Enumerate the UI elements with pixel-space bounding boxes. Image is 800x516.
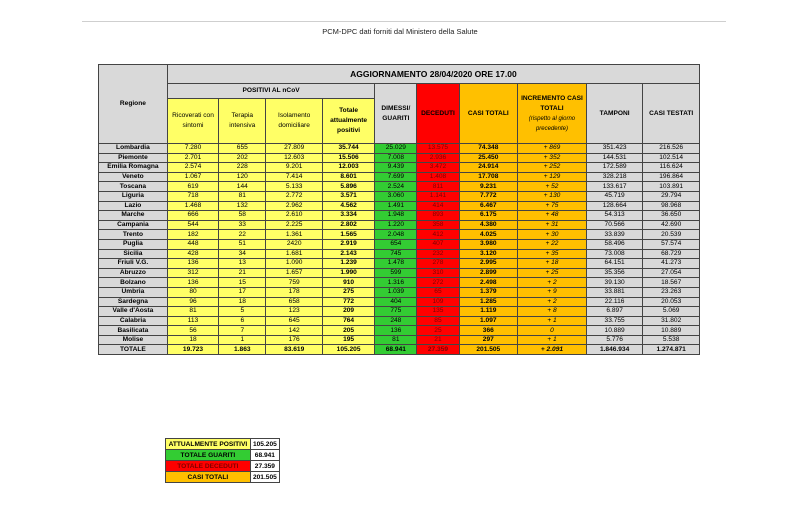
cell-totale-positivi: 1.990 xyxy=(322,268,374,278)
cell-incremento: + 869 xyxy=(518,144,587,154)
cell-terapia: 58 xyxy=(219,211,266,221)
header-regione: Regione xyxy=(99,65,168,144)
cell-dimessi: 2.524 xyxy=(375,182,417,192)
cell-dimessi: 248 xyxy=(375,316,417,326)
cell-isolamento: 1.681 xyxy=(266,249,322,259)
cell-incremento: 0 xyxy=(518,326,587,336)
cell-ricoverati: 113 xyxy=(167,316,218,326)
table-row xyxy=(99,278,700,288)
total-cell-tamponi: 1.846.934 xyxy=(586,345,642,355)
cell-dimessi: 136 xyxy=(375,326,417,336)
cell-casi-testati: 103.891 xyxy=(643,182,700,192)
cell-terapia: 655 xyxy=(219,144,266,154)
cell-isolamento: 658 xyxy=(266,297,322,307)
cell-regione: Bolzano xyxy=(99,278,168,288)
cell-isolamento: 142 xyxy=(266,326,322,336)
cell-terapia: 22 xyxy=(219,230,266,240)
cell-tamponi: 35.356 xyxy=(586,268,642,278)
cell-casi-totali: 2.498 xyxy=(459,278,518,288)
cell-isolamento: 2.225 xyxy=(266,220,322,230)
summary-guariti-value: 68.941 xyxy=(250,450,279,461)
total-cell-regione: TOTALE xyxy=(99,345,168,355)
cell-deceduti: 109 xyxy=(417,297,459,307)
cell-tamponi: 64.151 xyxy=(586,259,642,269)
cell-terapia: 144 xyxy=(219,182,266,192)
cell-totale-positivi: 15.506 xyxy=(322,153,374,163)
cell-terapia: 202 xyxy=(219,153,266,163)
cell-isolamento: 5.133 xyxy=(266,182,322,192)
cell-deceduti: 25 xyxy=(417,326,459,336)
cell-deceduti: 135 xyxy=(417,307,459,317)
cell-totale-positivi: 772 xyxy=(322,297,374,307)
cell-totale-positivi: 3.334 xyxy=(322,211,374,221)
cell-tamponi: 70.566 xyxy=(586,220,642,230)
table-row xyxy=(99,230,700,240)
cell-casi-testati: 41.273 xyxy=(643,259,700,269)
table-row xyxy=(99,307,700,317)
table-row xyxy=(99,287,700,297)
cell-totale-positivi: 195 xyxy=(322,335,374,345)
cell-isolamento: 645 xyxy=(266,316,322,326)
cell-casi-totali: 1.119 xyxy=(459,307,518,317)
total-cell-incremento: + 2.091 xyxy=(518,345,587,355)
cell-regione: Calabria xyxy=(99,316,168,326)
cell-regione: Umbria xyxy=(99,287,168,297)
update-title: AGGIORNAMENTO 28/04/2020 ORE 17.00 xyxy=(167,65,699,84)
cell-casi-testati: 116.624 xyxy=(643,163,700,173)
cell-casi-testati: 27.054 xyxy=(643,268,700,278)
cell-isolamento: 9.201 xyxy=(266,163,322,173)
cell-regione: Lombardia xyxy=(99,144,168,154)
table-row xyxy=(99,268,700,278)
cell-deceduti: 1.408 xyxy=(417,172,459,182)
cell-deceduti: 414 xyxy=(417,201,459,211)
cell-terapia: 1 xyxy=(219,335,266,345)
cell-dimessi: 2.048 xyxy=(375,230,417,240)
cell-deceduti: 272 xyxy=(417,278,459,288)
cell-isolamento: 2.610 xyxy=(266,211,322,221)
cell-terapia: 120 xyxy=(219,172,266,182)
cell-casi-totali: 6.467 xyxy=(459,201,518,211)
cell-terapia: 6 xyxy=(219,316,266,326)
total-cell-isolamento: 83.619 xyxy=(266,345,322,355)
cell-tamponi: 133.617 xyxy=(586,182,642,192)
cell-totale-positivi: 2.919 xyxy=(322,239,374,249)
cell-casi-testati: 36.650 xyxy=(643,211,700,221)
cell-dimessi: 1.039 xyxy=(375,287,417,297)
cell-tamponi: 128.664 xyxy=(586,201,642,211)
cell-deceduti: 21 xyxy=(417,335,459,345)
cell-casi-testati: 42.690 xyxy=(643,220,700,230)
cell-tamponi: 172.589 xyxy=(586,163,642,173)
header-isolamento: Isolamento domiciliare xyxy=(266,99,322,144)
cell-dimessi: 404 xyxy=(375,297,417,307)
cell-incremento: + 129 xyxy=(518,172,587,182)
header-incremento-label: INCREMENTO CASI TOTALI xyxy=(521,94,583,112)
cell-incremento: + 52 xyxy=(518,182,587,192)
cell-terapia: 34 xyxy=(219,249,266,259)
cell-totale-positivi: 35.744 xyxy=(322,144,374,154)
cell-totale-positivi: 2.802 xyxy=(322,220,374,230)
cell-isolamento: 1.361 xyxy=(266,230,322,240)
cell-regione: Molise xyxy=(99,335,168,345)
cell-tamponi: 328.218 xyxy=(586,172,642,182)
total-cell-dimessi: 68.941 xyxy=(375,345,417,355)
cell-ricoverati: 544 xyxy=(167,220,218,230)
table-row xyxy=(99,249,700,259)
cell-casi-totali: 2.995 xyxy=(459,259,518,269)
cell-totale-positivi: 12.003 xyxy=(322,163,374,173)
cell-deceduti: 811 xyxy=(417,182,459,192)
table-row xyxy=(99,201,700,211)
cell-regione: Trento xyxy=(99,230,168,240)
cell-totale-positivi: 275 xyxy=(322,287,374,297)
table-row xyxy=(99,220,700,230)
header-deceduti: DECEDUTI xyxy=(417,84,459,144)
header-casi-totali: CASI TOTALI xyxy=(459,84,518,144)
cell-tamponi: 10.889 xyxy=(586,326,642,336)
cell-tamponi: 33.839 xyxy=(586,230,642,240)
summary-deceduti-value: 27.359 xyxy=(250,461,279,472)
cell-dimessi: 775 xyxy=(375,307,417,317)
cell-terapia: 81 xyxy=(219,191,266,201)
table-row xyxy=(99,163,700,173)
cell-totale-positivi: 205 xyxy=(322,326,374,336)
cell-tamponi: 54.313 xyxy=(586,211,642,221)
table-row xyxy=(99,326,700,336)
cell-deceduti: 278 xyxy=(417,259,459,269)
summary-positivi-value: 105.205 xyxy=(250,439,279,450)
cell-incremento: + 75 xyxy=(518,201,587,211)
cell-deceduti: 65 xyxy=(417,287,459,297)
cell-tamponi: 39.130 xyxy=(586,278,642,288)
table-row xyxy=(99,239,700,249)
cell-casi-totali: 6.175 xyxy=(459,211,518,221)
cell-totale-positivi: 764 xyxy=(322,316,374,326)
cell-regione: Piemonte xyxy=(99,153,168,163)
summary-deceduti-label: TOTALE DECEDUTI xyxy=(166,461,251,472)
cell-ricoverati: 18 xyxy=(167,335,218,345)
cell-ricoverati: 80 xyxy=(167,287,218,297)
cell-casi-testati: 20.053 xyxy=(643,297,700,307)
cell-terapia: 51 xyxy=(219,239,266,249)
cell-ricoverati: 2.574 xyxy=(167,163,218,173)
summary-table xyxy=(165,438,280,483)
header-incremento-note: (rispetto al giorno precedente) xyxy=(528,115,576,132)
cell-deceduti: 407 xyxy=(417,239,459,249)
cell-terapia: 33 xyxy=(219,220,266,230)
cell-dimessi: 1.316 xyxy=(375,278,417,288)
cell-tamponi: 144.531 xyxy=(586,153,642,163)
cell-deceduti: 412 xyxy=(417,230,459,240)
top-rule xyxy=(82,21,726,22)
table-row xyxy=(99,153,700,163)
total-cell-casi-totali: 201.505 xyxy=(459,345,518,355)
cell-casi-testati: 5.538 xyxy=(643,335,700,345)
cell-casi-testati: 31.802 xyxy=(643,316,700,326)
table-row xyxy=(99,297,700,307)
cell-incremento: + 35 xyxy=(518,249,587,259)
cell-casi-totali: 1.097 xyxy=(459,316,518,326)
cell-ricoverati: 1.067 xyxy=(167,172,218,182)
cell-ricoverati: 312 xyxy=(167,268,218,278)
cell-casi-testati: 216.526 xyxy=(643,144,700,154)
cell-incremento: + 9 xyxy=(518,287,587,297)
cell-casi-testati: 57.574 xyxy=(643,239,700,249)
cell-casi-testati: 10.889 xyxy=(643,326,700,336)
cell-isolamento: 759 xyxy=(266,278,322,288)
cell-ricoverati: 96 xyxy=(167,297,218,307)
cell-deceduti: 85 xyxy=(417,316,459,326)
cell-dimessi: 3.060 xyxy=(375,191,417,201)
cell-ricoverati: 428 xyxy=(167,249,218,259)
cell-terapia: 15 xyxy=(219,278,266,288)
header-totale-positivi: Totale attualmente positivi xyxy=(322,99,374,144)
table-row xyxy=(99,335,700,345)
cell-incremento: + 252 xyxy=(518,163,587,173)
cell-casi-totali: 4.380 xyxy=(459,220,518,230)
cell-ricoverati: 1.468 xyxy=(167,201,218,211)
cell-deceduti: 358 xyxy=(417,220,459,230)
cell-isolamento: 12.603 xyxy=(266,153,322,163)
header-casi-testati: CASI TESTATI xyxy=(643,84,700,144)
cell-regione: Emilia Romagna xyxy=(99,163,168,173)
cell-regione: Abruzzo xyxy=(99,268,168,278)
header-dimessi: DIMESSI/ GUARITI xyxy=(375,84,417,144)
cell-totale-positivi: 4.562 xyxy=(322,201,374,211)
cell-casi-totali: 7.772 xyxy=(459,191,518,201)
total-cell-totale-positivi: 105.205 xyxy=(322,345,374,355)
summary-casi-label: CASI TOTALI xyxy=(166,472,251,483)
cell-incremento: + 31 xyxy=(518,220,587,230)
cell-incremento: + 22 xyxy=(518,239,587,249)
cell-isolamento: 2.962 xyxy=(266,201,322,211)
cell-deceduti: 3.472 xyxy=(417,163,459,173)
cell-terapia: 132 xyxy=(219,201,266,211)
cell-regione: Marche xyxy=(99,211,168,221)
cell-casi-totali: 24.914 xyxy=(459,163,518,173)
cell-tamponi: 45.719 xyxy=(586,191,642,201)
cell-ricoverati: 619 xyxy=(167,182,218,192)
cell-tamponi: 33.755 xyxy=(586,316,642,326)
cell-dimessi: 7.008 xyxy=(375,153,417,163)
cell-ricoverati: 666 xyxy=(167,211,218,221)
cell-casi-totali: 17.708 xyxy=(459,172,518,182)
cell-terapia: 13 xyxy=(219,259,266,269)
cell-totale-positivi: 1.565 xyxy=(322,230,374,240)
cell-ricoverati: 182 xyxy=(167,230,218,240)
table-row xyxy=(99,144,700,154)
table-row xyxy=(99,182,700,192)
cell-casi-totali: 1.379 xyxy=(459,287,518,297)
cell-totale-positivi: 209 xyxy=(322,307,374,317)
cell-isolamento: 2.772 xyxy=(266,191,322,201)
cell-casi-testati: 196.864 xyxy=(643,172,700,182)
cell-regione: Sardegna xyxy=(99,297,168,307)
header-positivi-group: POSITIVI AL nCoV xyxy=(167,84,374,99)
cell-casi-testati: 23.263 xyxy=(643,287,700,297)
cell-ricoverati: 718 xyxy=(167,191,218,201)
cell-casi-testati: 98.968 xyxy=(643,201,700,211)
cell-ricoverati: 7.280 xyxy=(167,144,218,154)
cell-casi-testati: 20.539 xyxy=(643,230,700,240)
summary-guariti-label: TOTALE GUARITI xyxy=(166,450,251,461)
header-incremento xyxy=(518,84,587,144)
table-row xyxy=(99,211,700,221)
covid-data-table xyxy=(98,64,700,355)
cell-terapia: 5 xyxy=(219,307,266,317)
cell-deceduti: 893 xyxy=(417,211,459,221)
cell-isolamento: 178 xyxy=(266,287,322,297)
cell-casi-testati: 29.794 xyxy=(643,191,700,201)
cell-regione: Valle d'Aosta xyxy=(99,307,168,317)
cell-incremento: + 25 xyxy=(518,268,587,278)
cell-dimessi: 1.478 xyxy=(375,259,417,269)
cell-casi-testati: 102.514 xyxy=(643,153,700,163)
cell-casi-totali: 3.980 xyxy=(459,239,518,249)
cell-tamponi: 5.776 xyxy=(586,335,642,345)
cell-tamponi: 22.116 xyxy=(586,297,642,307)
summary-casi-value: 201.505 xyxy=(250,472,279,483)
cell-tamponi: 73.008 xyxy=(586,249,642,259)
cell-regione: Puglia xyxy=(99,239,168,249)
cell-casi-totali: 1.285 xyxy=(459,297,518,307)
cell-casi-testati: 68.729 xyxy=(643,249,700,259)
cell-totale-positivi: 1.239 xyxy=(322,259,374,269)
cell-tamponi: 58.496 xyxy=(586,239,642,249)
cell-regione: Sicilia xyxy=(99,249,168,259)
total-cell-terapia: 1.863 xyxy=(219,345,266,355)
table-row xyxy=(99,191,700,201)
cell-terapia: 18 xyxy=(219,297,266,307)
cell-ricoverati: 448 xyxy=(167,239,218,249)
cell-incremento: + 8 xyxy=(518,307,587,317)
cell-ricoverati: 81 xyxy=(167,307,218,317)
cell-incremento: + 30 xyxy=(518,230,587,240)
cell-casi-testati: 18.567 xyxy=(643,278,700,288)
header-tamponi: TAMPONI xyxy=(586,84,642,144)
cell-dimessi: 1.948 xyxy=(375,211,417,221)
cell-incremento: + 18 xyxy=(518,259,587,269)
cell-ricoverati: 136 xyxy=(167,259,218,269)
cell-deceduti: 1.141 xyxy=(417,191,459,201)
cell-regione: Veneto xyxy=(99,172,168,182)
table-row xyxy=(99,316,700,326)
total-cell-deceduti: 27.359 xyxy=(417,345,459,355)
cell-casi-totali: 74.348 xyxy=(459,144,518,154)
cell-incremento: + 2 xyxy=(518,297,587,307)
cell-isolamento: 27.809 xyxy=(266,144,322,154)
cell-isolamento: 1.657 xyxy=(266,268,322,278)
table-row xyxy=(99,259,700,269)
cell-incremento: + 48 xyxy=(518,211,587,221)
cell-casi-totali: 4.025 xyxy=(459,230,518,240)
cell-casi-totali: 2.899 xyxy=(459,268,518,278)
cell-totale-positivi: 910 xyxy=(322,278,374,288)
cell-casi-testati: 5.069 xyxy=(643,307,700,317)
cell-regione: Liguria xyxy=(99,191,168,201)
cell-ricoverati: 136 xyxy=(167,278,218,288)
header-terapia: Terapia intensiva xyxy=(219,99,266,144)
cell-regione: Toscana xyxy=(99,182,168,192)
cell-casi-totali: 3.120 xyxy=(459,249,518,259)
cell-terapia: 7 xyxy=(219,326,266,336)
cell-casi-totali: 9.231 xyxy=(459,182,518,192)
cell-regione: Campania xyxy=(99,220,168,230)
cell-deceduti: 2.936 xyxy=(417,153,459,163)
cell-casi-totali: 25.450 xyxy=(459,153,518,163)
cell-isolamento: 7.414 xyxy=(266,172,322,182)
cell-totale-positivi: 2.143 xyxy=(322,249,374,259)
cell-regione: Friuli V.G. xyxy=(99,259,168,269)
header-ricoverati: Ricoverati con sintomi xyxy=(167,99,218,144)
cell-dimessi: 654 xyxy=(375,239,417,249)
cell-dimessi: 9.439 xyxy=(375,163,417,173)
cell-casi-totali: 366 xyxy=(459,326,518,336)
cell-casi-totali: 297 xyxy=(459,335,518,345)
cell-dimessi: 7.699 xyxy=(375,172,417,182)
cell-incremento: + 2 xyxy=(518,278,587,288)
table-row xyxy=(99,172,700,182)
cell-ricoverati: 2.701 xyxy=(167,153,218,163)
cell-incremento: + 130 xyxy=(518,191,587,201)
totals-row xyxy=(99,345,700,355)
page-title: PCM-DPC dati forniti dal Ministero della Salute xyxy=(322,27,478,36)
cell-terapia: 228 xyxy=(219,163,266,173)
total-cell-ricoverati: 19.723 xyxy=(167,345,218,355)
cell-deceduti: 13.575 xyxy=(417,144,459,154)
cell-dimessi: 81 xyxy=(375,335,417,345)
summary-positivi-label: ATTUALMENTE POSITIVI xyxy=(166,439,251,450)
cell-terapia: 17 xyxy=(219,287,266,297)
cell-incremento: + 1 xyxy=(518,335,587,345)
cell-tamponi: 351.423 xyxy=(586,144,642,154)
cell-regione: Lazio xyxy=(99,201,168,211)
cell-totale-positivi: 5.896 xyxy=(322,182,374,192)
cell-dimessi: 1.491 xyxy=(375,201,417,211)
cell-dimessi: 599 xyxy=(375,268,417,278)
cell-incremento: + 352 xyxy=(518,153,587,163)
cell-isolamento: 1.090 xyxy=(266,259,322,269)
cell-dimessi: 25.029 xyxy=(375,144,417,154)
cell-incremento: + 1 xyxy=(518,316,587,326)
cell-dimessi: 745 xyxy=(375,249,417,259)
cell-isolamento: 123 xyxy=(266,307,322,317)
cell-totale-positivi: 3.571 xyxy=(322,191,374,201)
cell-totale-positivi: 8.601 xyxy=(322,172,374,182)
cell-isolamento: 2420 xyxy=(266,239,322,249)
cell-tamponi: 33.881 xyxy=(586,287,642,297)
cell-deceduti: 310 xyxy=(417,268,459,278)
cell-isolamento: 176 xyxy=(266,335,322,345)
cell-terapia: 21 xyxy=(219,268,266,278)
cell-tamponi: 6.897 xyxy=(586,307,642,317)
cell-ricoverati: 56 xyxy=(167,326,218,336)
total-cell-casi-testati: 1.274.871 xyxy=(643,345,700,355)
cell-dimessi: 1.220 xyxy=(375,220,417,230)
cell-regione: Basilicata xyxy=(99,326,168,336)
cell-deceduti: 232 xyxy=(417,249,459,259)
